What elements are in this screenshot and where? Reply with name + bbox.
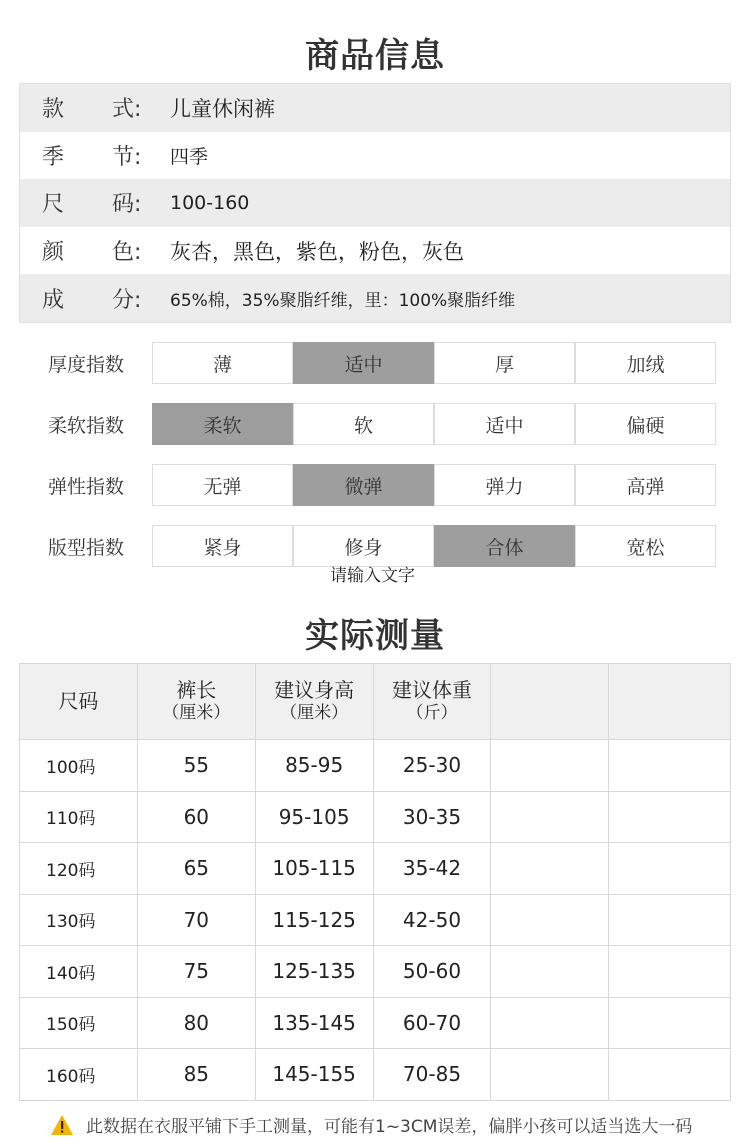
header-unit: （厘米） bbox=[280, 703, 349, 724]
info-row-season bbox=[20, 132, 730, 180]
product-info-title: 商品信息 bbox=[305, 36, 445, 76]
index-label: 厚度指数 bbox=[48, 353, 125, 376]
table-cell bbox=[609, 843, 731, 895]
index-option: 薄 bbox=[152, 342, 293, 384]
header-name: 建议身高 bbox=[274, 678, 355, 703]
index-option: 无弹 bbox=[152, 464, 293, 506]
info-label-a: 款 bbox=[42, 97, 65, 123]
info-value-size: 100-160 bbox=[170, 191, 250, 214]
index-option: 加绒 bbox=[575, 342, 716, 384]
table-cell: 85-95 bbox=[255, 740, 373, 792]
table-cell bbox=[609, 946, 731, 998]
index-option-selected: 柔软 bbox=[152, 403, 293, 445]
index-option: 适中 bbox=[434, 403, 575, 445]
info-label-b: 码: bbox=[112, 192, 142, 218]
table-header bbox=[373, 664, 491, 740]
info-row-style bbox=[20, 84, 730, 132]
info-row-color bbox=[20, 227, 730, 275]
table-cell: 25-30 bbox=[373, 740, 491, 792]
table-header bbox=[255, 664, 373, 740]
index-option: 紧身 bbox=[152, 525, 293, 567]
table-cell: 130码 bbox=[20, 894, 138, 946]
table-cell: 115-125 bbox=[255, 894, 373, 946]
table-cell: 140码 bbox=[20, 946, 138, 998]
index-option: 高弹 bbox=[575, 464, 716, 506]
table-row bbox=[20, 740, 731, 792]
index-option: 弹力 bbox=[434, 464, 575, 506]
table-cell: 85 bbox=[137, 1049, 255, 1101]
table-cell: 160码 bbox=[20, 1049, 138, 1101]
table-cell: 100码 bbox=[20, 740, 138, 792]
info-value-material: 65%棉，35%聚脂纤维，里：100%聚脂纤维 bbox=[170, 290, 516, 311]
table-cell: 70-85 bbox=[373, 1049, 491, 1101]
info-label-a: 颜 bbox=[42, 240, 65, 266]
warning-icon bbox=[50, 1114, 74, 1136]
table-cell: 60 bbox=[137, 791, 255, 843]
table-cell: 70 bbox=[137, 894, 255, 946]
measurement-title: 实际测量 bbox=[305, 616, 445, 656]
index-option: 宽松 bbox=[575, 525, 716, 567]
notice-text: 此数据在衣服平铺下手工测量，可能有1~3CM误差，偏胖小孩可以适当选大一码 bbox=[86, 1117, 693, 1137]
size-table bbox=[19, 663, 731, 1101]
table-cell bbox=[491, 997, 609, 1049]
table-header bbox=[491, 664, 609, 740]
index-option: 厚 bbox=[434, 342, 575, 384]
header-name: 裤长 bbox=[176, 678, 217, 703]
table-header bbox=[20, 664, 138, 740]
index-label: 柔软指数 bbox=[48, 414, 125, 437]
table-row bbox=[20, 997, 731, 1049]
table-row bbox=[20, 791, 731, 843]
table-cell bbox=[609, 1049, 731, 1101]
info-label-b: 式: bbox=[112, 97, 142, 123]
info-label-b: 分: bbox=[112, 287, 142, 313]
header-name: 建议体重 bbox=[391, 678, 472, 703]
table-cell: 55 bbox=[137, 740, 255, 792]
table-cell bbox=[609, 740, 731, 792]
header-unit: （斤） bbox=[406, 703, 458, 724]
table-cell: 75 bbox=[137, 946, 255, 998]
table-cell: 125-135 bbox=[255, 946, 373, 998]
placeholder-text: 请输入文字 bbox=[330, 566, 415, 586]
table-cell: 150码 bbox=[20, 997, 138, 1049]
table-row bbox=[20, 946, 731, 998]
table-cell: 145-155 bbox=[255, 1049, 373, 1101]
table-cell: 35-42 bbox=[373, 843, 491, 895]
header-unit: （厘米） bbox=[162, 703, 231, 724]
table-cell: 30-35 bbox=[373, 791, 491, 843]
index-row-softness bbox=[20, 403, 716, 445]
table-cell bbox=[491, 894, 609, 946]
table-cell: 60-70 bbox=[373, 997, 491, 1049]
info-row-material bbox=[20, 274, 730, 322]
table-cell: 120码 bbox=[20, 843, 138, 895]
table-cell bbox=[609, 997, 731, 1049]
info-label-b: 色: bbox=[112, 240, 142, 266]
table-cell bbox=[491, 791, 609, 843]
index-option-selected: 微弹 bbox=[293, 464, 434, 506]
table-row bbox=[20, 894, 731, 946]
table-cell bbox=[609, 791, 731, 843]
table-cell: 105-115 bbox=[255, 843, 373, 895]
notice bbox=[50, 1112, 692, 1137]
table-cell: 135-145 bbox=[255, 997, 373, 1049]
info-value-season: 四季 bbox=[170, 145, 209, 168]
table-row bbox=[20, 843, 731, 895]
index-option-selected: 合体 bbox=[434, 525, 575, 567]
index-row-elasticity bbox=[20, 464, 716, 506]
index-label: 版型指数 bbox=[48, 536, 125, 559]
table-cell bbox=[609, 894, 731, 946]
index-option: 偏硬 bbox=[575, 403, 716, 445]
table-cell: 80 bbox=[137, 997, 255, 1049]
index-option: 软 bbox=[293, 403, 434, 445]
info-label-b: 节: bbox=[112, 144, 142, 170]
table-cell: 110码 bbox=[20, 791, 138, 843]
table-cell bbox=[491, 843, 609, 895]
info-label-a: 成 bbox=[42, 287, 65, 313]
table-cell bbox=[491, 1049, 609, 1101]
index-option: 修身 bbox=[293, 525, 434, 567]
table-cell: 50-60 bbox=[373, 946, 491, 998]
header-name: 尺码 bbox=[58, 689, 99, 713]
info-row-size bbox=[20, 179, 730, 227]
table-cell: 95-105 bbox=[255, 791, 373, 843]
table-cell: 65 bbox=[137, 843, 255, 895]
info-value-style: 儿童休闲裤 bbox=[170, 96, 275, 121]
info-label-a: 尺 bbox=[42, 192, 65, 218]
table-cell bbox=[491, 740, 609, 792]
table-cell bbox=[491, 946, 609, 998]
table-cell: 42-50 bbox=[373, 894, 491, 946]
table-header bbox=[609, 664, 731, 740]
index-label: 弹性指数 bbox=[48, 475, 125, 498]
index-option-selected: 适中 bbox=[293, 342, 434, 384]
product-info-block bbox=[19, 83, 731, 323]
info-label-a: 季 bbox=[42, 144, 65, 170]
table-row bbox=[20, 1049, 731, 1101]
info-value-color: 灰杏，黑色，紫色，粉色，灰色 bbox=[170, 239, 464, 264]
table-header bbox=[137, 664, 255, 740]
index-row-thickness bbox=[20, 342, 716, 384]
table-header-row bbox=[20, 664, 731, 740]
